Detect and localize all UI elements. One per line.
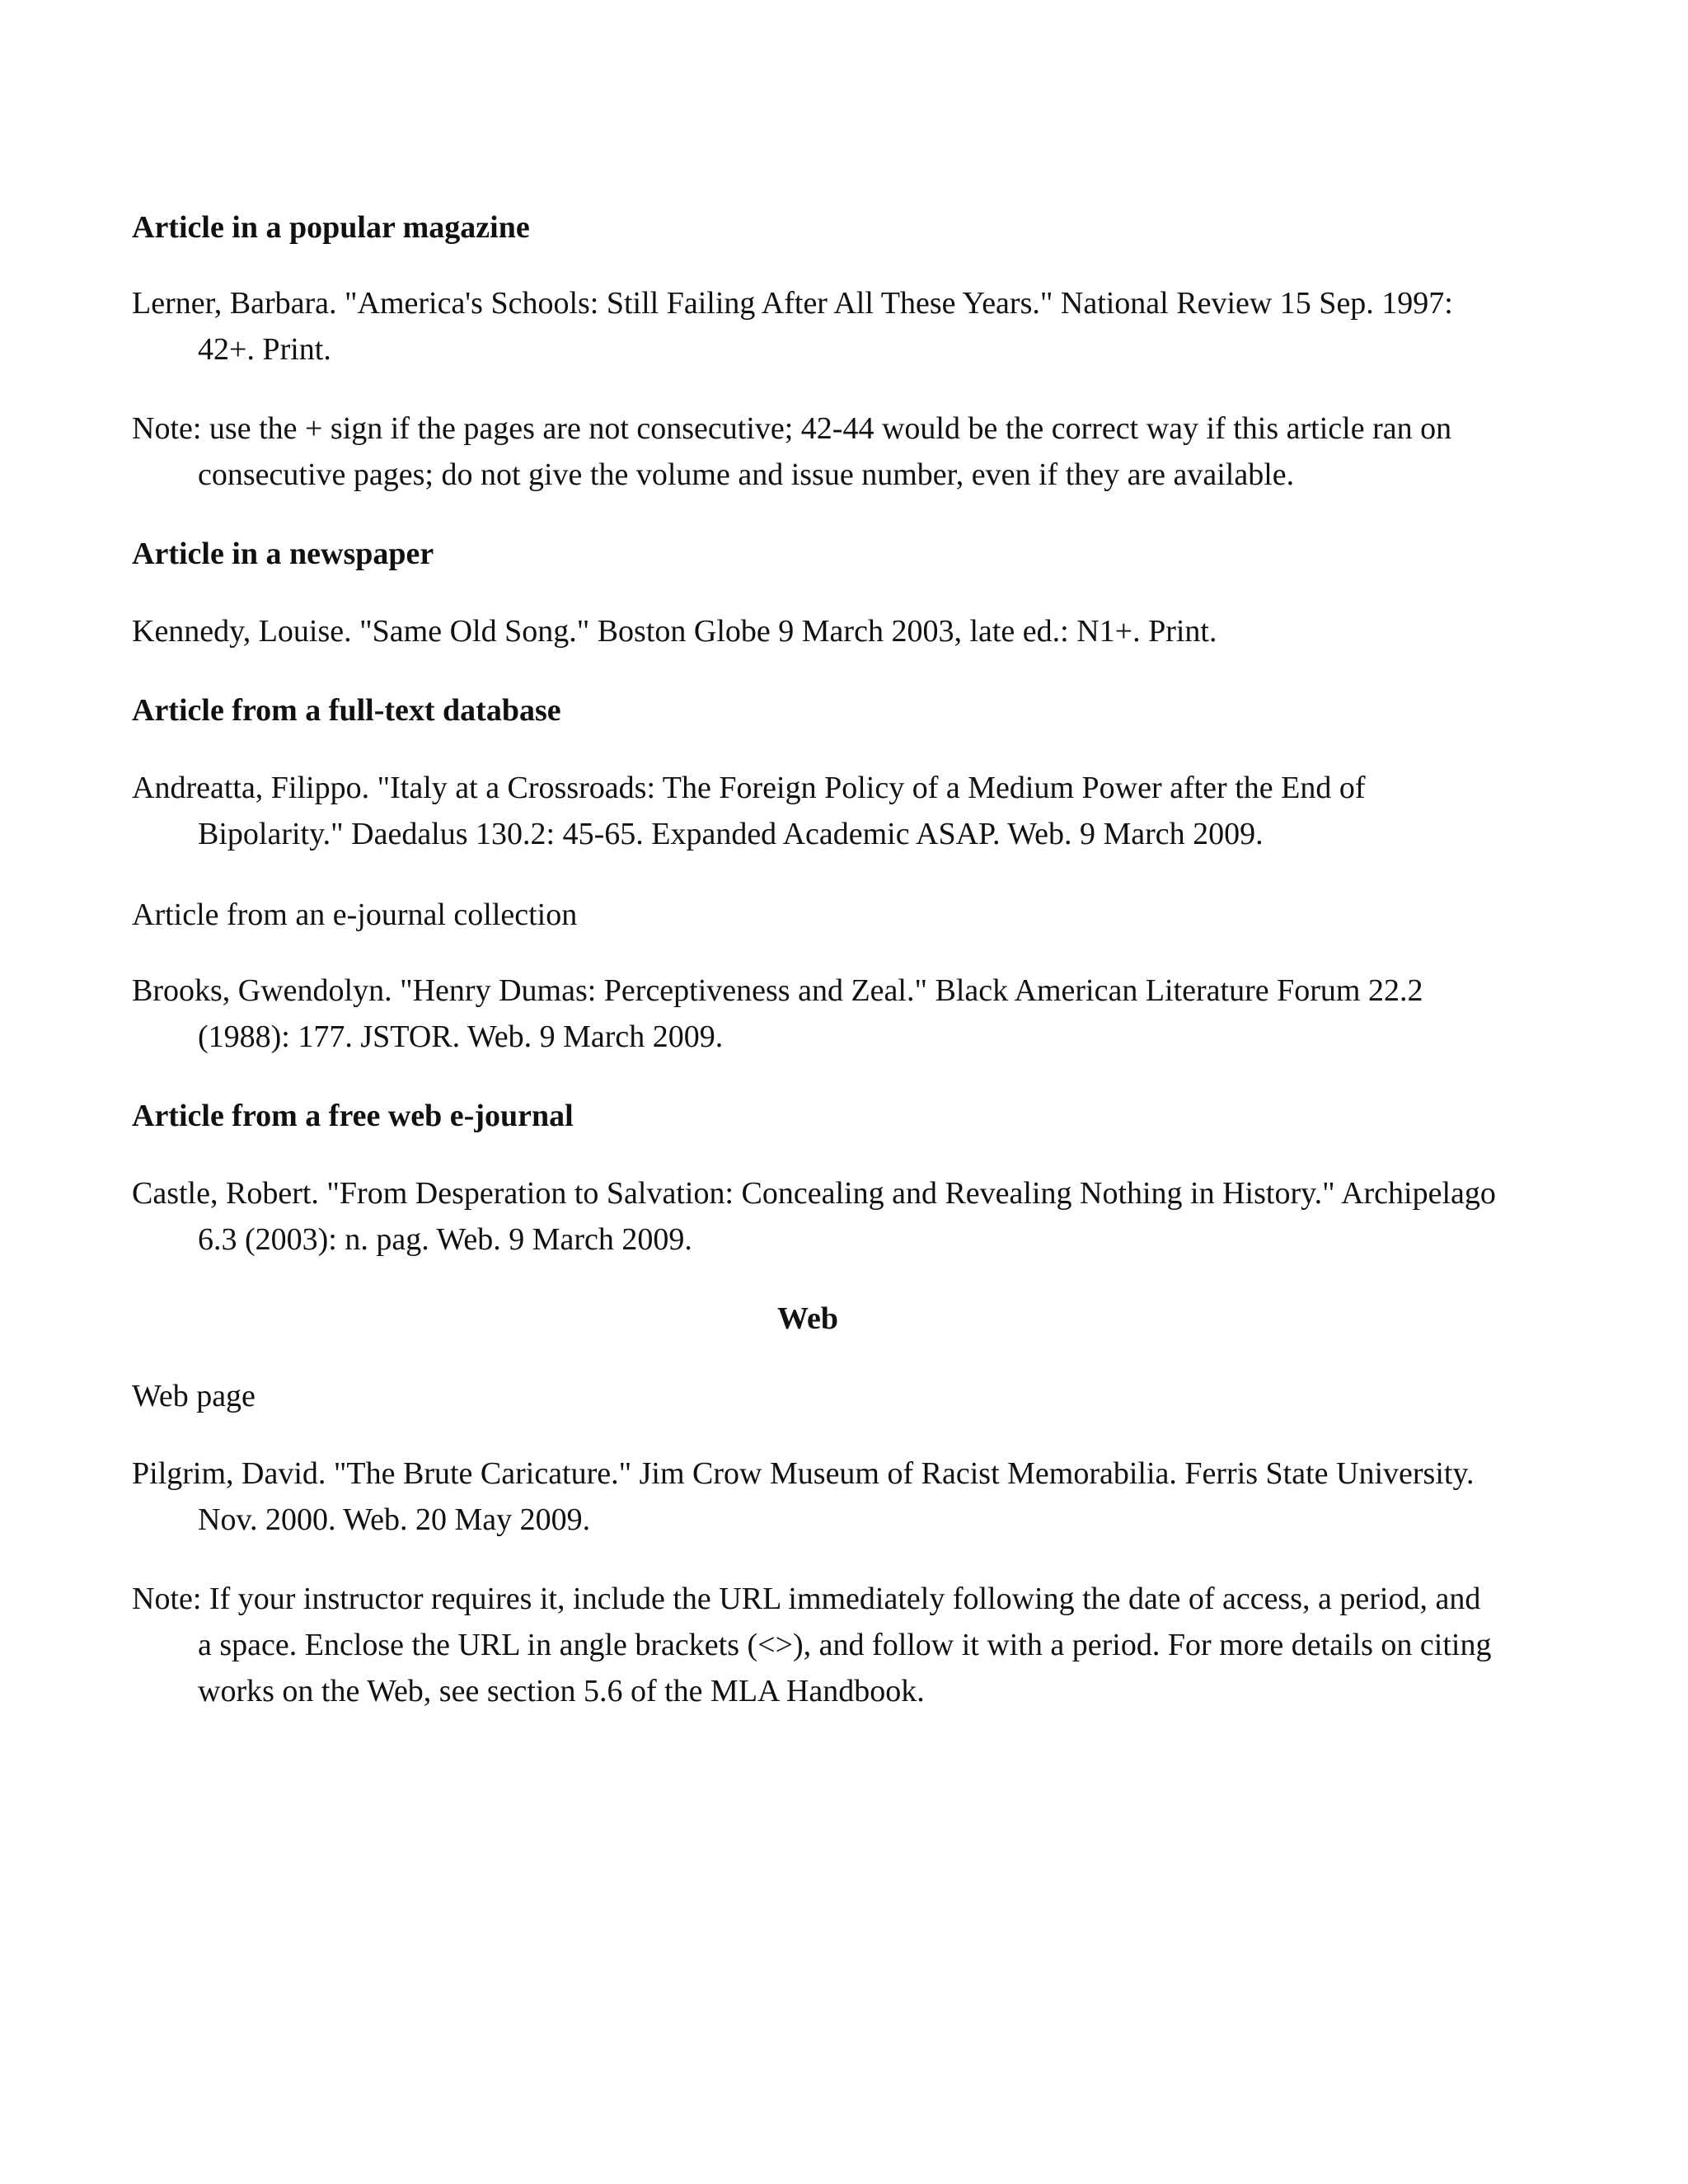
heading-full-text-database: Article from a full-text database — [132, 693, 561, 728]
citation-entry-kennedy: Kennedy, Louise. "Same Old Song." Boston Globe 9 March 2003, late ed.: N1+. Print. — [132, 614, 1217, 649]
heading-web-page: Web page — [132, 1379, 256, 1413]
citation-entry-andreatta: Andreatta, Filippo. "Italy at a Crossroads: The Foreign Policy of a Medium Power after the End of Bipolarity." Daedalus 130.2: 45-65. Expanded Academic ASAP. Web. 9 March 2009. — [132, 771, 1366, 851]
note-page-range: Note: use the + sign if the pages are not consecutive; 42-44 would be the correct way if this article ran on consecutive pages; do not give the volume and issue number, even if they are available. — [132, 411, 1452, 492]
heading-newspaper: Article in a newspaper — [132, 537, 434, 571]
citation-entry-castle: Castle, Robert. "From Desperation to Salvation: Concealing and Revealing Nothing in History." Archipelago 6.3 (2003): n. pag. Web. 9 March 2009. — [132, 1176, 1496, 1257]
citation-entry-lerner: Lerner, Barbara. "America's Schools: Still Failing After All These Years." National Review 15 Sep. 1997: 42+. Print. — [132, 286, 1453, 367]
heading-popular-magazine: Article in a popular magazine — [132, 210, 530, 245]
heading-free-web-e-journal: Article from a free web e-journal — [132, 1099, 574, 1133]
citation-entry-brooks: Brooks, Gwendolyn. "Henry Dumas: Perceptiveness and Zeal." Black American Literature Forum 22.2 (1988): 177. JSTOR. Web. 9 March 2009. — [132, 973, 1423, 1054]
note-url-instructions: Note: If your instructor requires it, include the URL immediately following the date of access, a period, and a space. Enclose the URL in angle brackets (<>), and follow it with a period. For more details on citing works on the Web, see section 5.6 of the MLA Handbook. — [132, 1582, 1492, 1708]
section-heading-web: Web — [777, 1301, 838, 1336]
citation-entry-pilgrim: Pilgrim, David. "The Brute Caricature." Jim Crow Museum of Racist Memorabilia. Ferris State University. Nov. 2000. Web. 20 May 2009. — [132, 1456, 1475, 1537]
heading-e-journal-collection: Article from an e-journal collection — [132, 898, 578, 932]
